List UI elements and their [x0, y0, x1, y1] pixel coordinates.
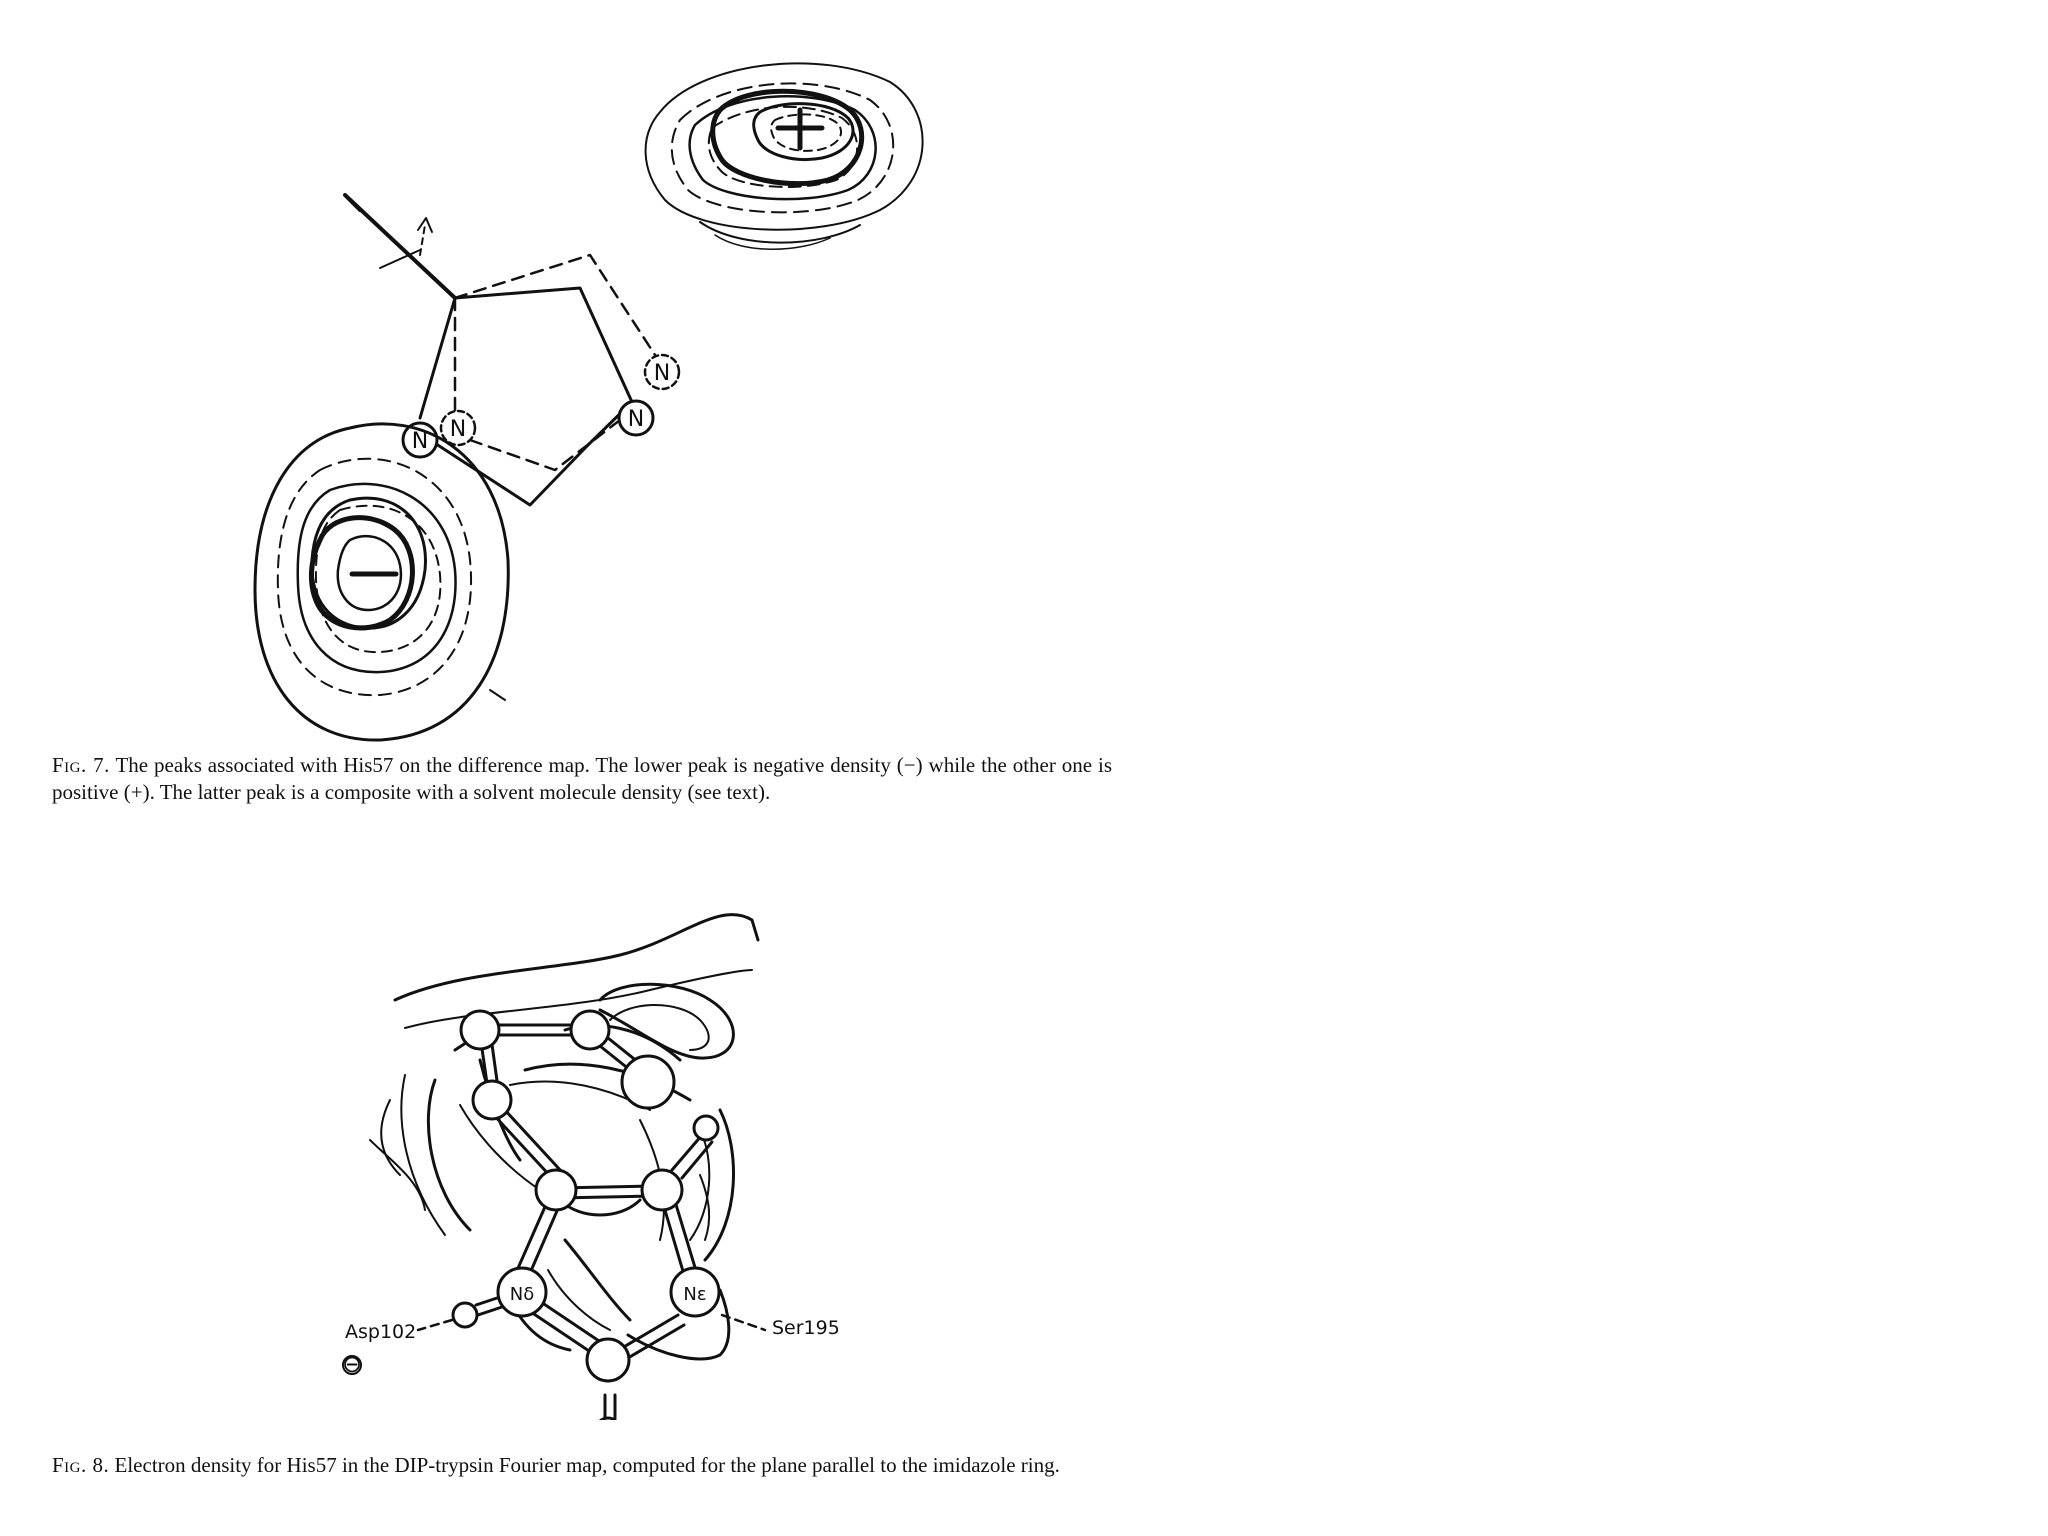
his57-structure [345, 195, 679, 505]
negative-charge-symbol: ⊖ [341, 1350, 363, 1378]
negative-peak-contours [255, 424, 508, 740]
his57-atoms [343, 1011, 719, 1420]
atom-label: N [411, 429, 429, 454]
positive-peak-contours [646, 63, 923, 249]
atom-label: N [653, 361, 671, 386]
figure-8-caption [52, 1452, 1112, 1479]
figure-7-number: Fig. 7. [52, 753, 110, 777]
figure-8-diagram [0, 860, 1130, 1420]
residue-label-ser195: Ser195 [772, 1317, 840, 1339]
figure-7-caption [52, 752, 1112, 806]
atom-label-n-epsilon: Nε [683, 1284, 707, 1305]
figure-8-number: Fig. 8. [52, 1453, 110, 1477]
atom-label: N [627, 407, 645, 432]
figure-7-atom-labels [412, 361, 670, 454]
atom-label-n-delta: Nδ [509, 1284, 535, 1305]
atom-label: N [449, 417, 467, 442]
figure-8-caption-text: Electron density for His57 in the DIP-trypsin Fourier map, computed for the plane parallel to the imidazole ring. [114, 1453, 1060, 1477]
figure-7-caption-text: The peaks associated with His57 on the difference map. The lower peak is negative density (−) while the other one is positive (+). The latter peak is a composite with a solvent molecule density (see text). [52, 753, 1113, 804]
residue-label-asp102: Asp102 [345, 1321, 417, 1343]
figure-7-diagram [0, 0, 1130, 760]
